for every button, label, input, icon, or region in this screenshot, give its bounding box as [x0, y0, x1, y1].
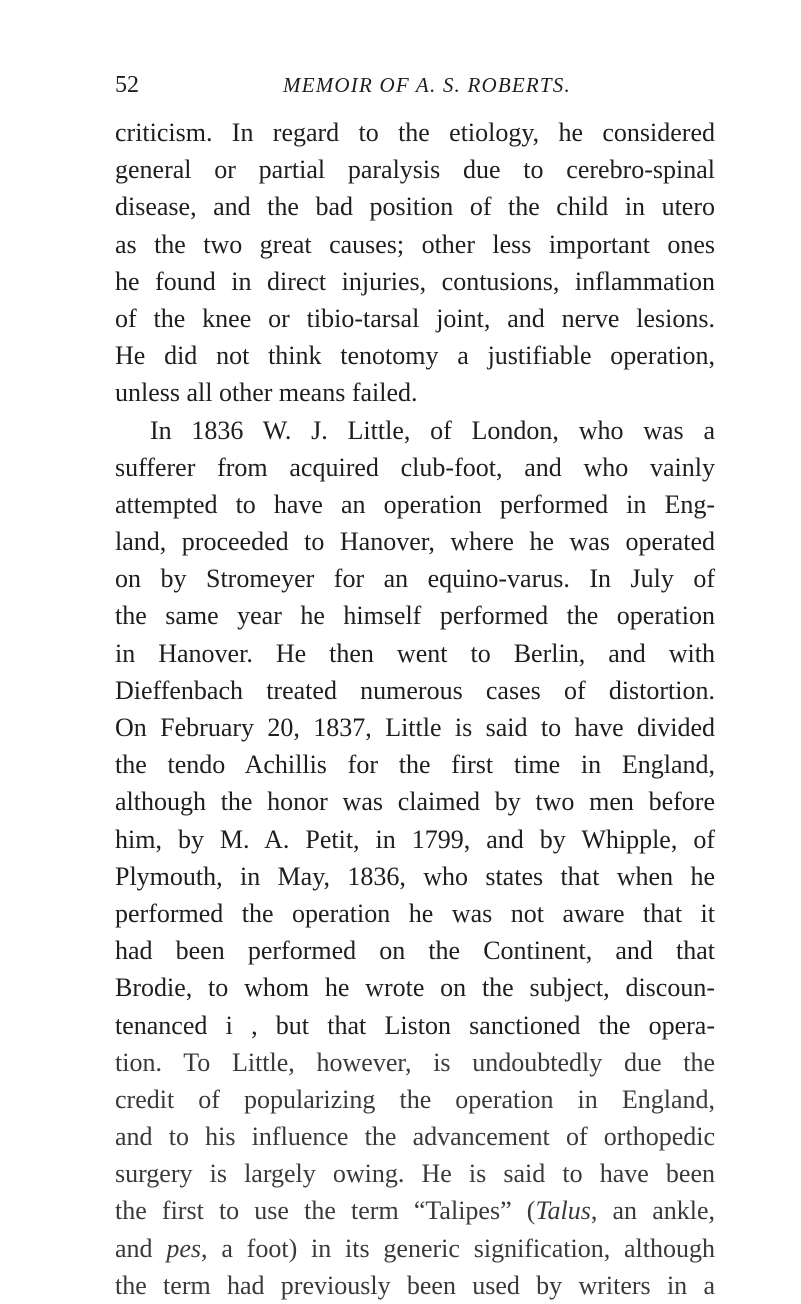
text-line-3: disease, and the bad position of the child in utero — [115, 192, 715, 222]
text-line-28: and to his influence the advancement of orthopedic — [115, 1122, 715, 1152]
text-line-21: Plymouth, in May, 1836, who states that when he — [115, 861, 715, 891]
text-line-6: of the knee or tibio-tarsal joint, and nerve lesions. — [115, 303, 715, 333]
text-line-31-rest: , a foot) in its generic signification, although — [201, 1233, 715, 1263]
text-line-30-start: the first to use the term “Talipes” — [115, 1196, 512, 1226]
text-line-32: the term had previously been used by writers in a — [115, 1270, 715, 1300]
talus-rest: , an ankle, — [590, 1196, 715, 1226]
talus-word: Talus — [535, 1196, 591, 1226]
text-line-20: him, by M. A. Petit, in 1799, and by Whipple, of — [115, 824, 715, 854]
text-line-11: attempted to have an operation performed in Eng- — [115, 489, 715, 519]
text-line-5: he found in direct injuries, contusions, inflammation — [115, 266, 715, 296]
text-line-24: Brodie, to whom he wrote on the subject, discoun- — [115, 973, 715, 1003]
body-text — [115, 114, 715, 1304]
text-line-26: tion. To Little, however, is undoubtedly due the — [115, 1047, 715, 1077]
text-line-31 — [115, 1230, 715, 1267]
text-line-19: although the honor was claimed by two men before — [115, 787, 715, 817]
running-title: MEMOIR OF A. S. ROBERTS. — [283, 73, 571, 97]
text-line-27: credit of popularizing the operation in England, — [115, 1084, 715, 1114]
talus-open: ( — [511, 1196, 536, 1226]
text-line-25: tenanced i , but that Liston sanctioned the opera- — [115, 1010, 715, 1040]
text-line-31-start: and — [115, 1233, 153, 1263]
pes-word: pes — [166, 1233, 202, 1263]
text-line-12: land, proceeded to Hanover, where he was operated — [115, 527, 715, 557]
text-line-4: as the two great causes; other less important ones — [115, 229, 715, 259]
text-line-10: sufferer from acquired club-foot, and who vainly — [115, 452, 715, 482]
text-line-8: unless all other means failed. — [115, 378, 418, 408]
text-line-1: criticism. In regard to the etiology, he considered — [115, 118, 715, 147]
text-line-9: In 1836 W. J. Little, of London, who was a — [150, 415, 715, 445]
running-head — [115, 70, 715, 100]
text-line-23: had been performed on the Continent, and that — [115, 936, 715, 966]
text-line-14: the same year he himself performed the operation — [115, 601, 715, 631]
text-line-16: Dieffenbach treated numerous cases of distortion. — [115, 675, 715, 705]
text-line-2: general or partial paralysis due to cerebro-spinal — [115, 155, 715, 185]
text-line-15: in Hanover. He then went to Berlin, and with — [115, 638, 715, 668]
text-line-29: surgery is largely owing. He is said to have been — [115, 1159, 715, 1189]
text-line-30 — [115, 1192, 715, 1229]
text-line-18: the tendo Achillis for the first time in England, — [115, 750, 715, 780]
text-line-22: performed the operation he was not aware that it — [115, 898, 715, 928]
page-number: 52 — [115, 72, 139, 98]
text-line-7: He did not think tenotomy a justifiable operation, — [115, 341, 715, 371]
text-line-13: on by Stromeyer for an equino-varus. In July of — [115, 564, 715, 594]
text-line-17: On February 20, 1837, Little is said to have divided — [115, 713, 715, 742]
